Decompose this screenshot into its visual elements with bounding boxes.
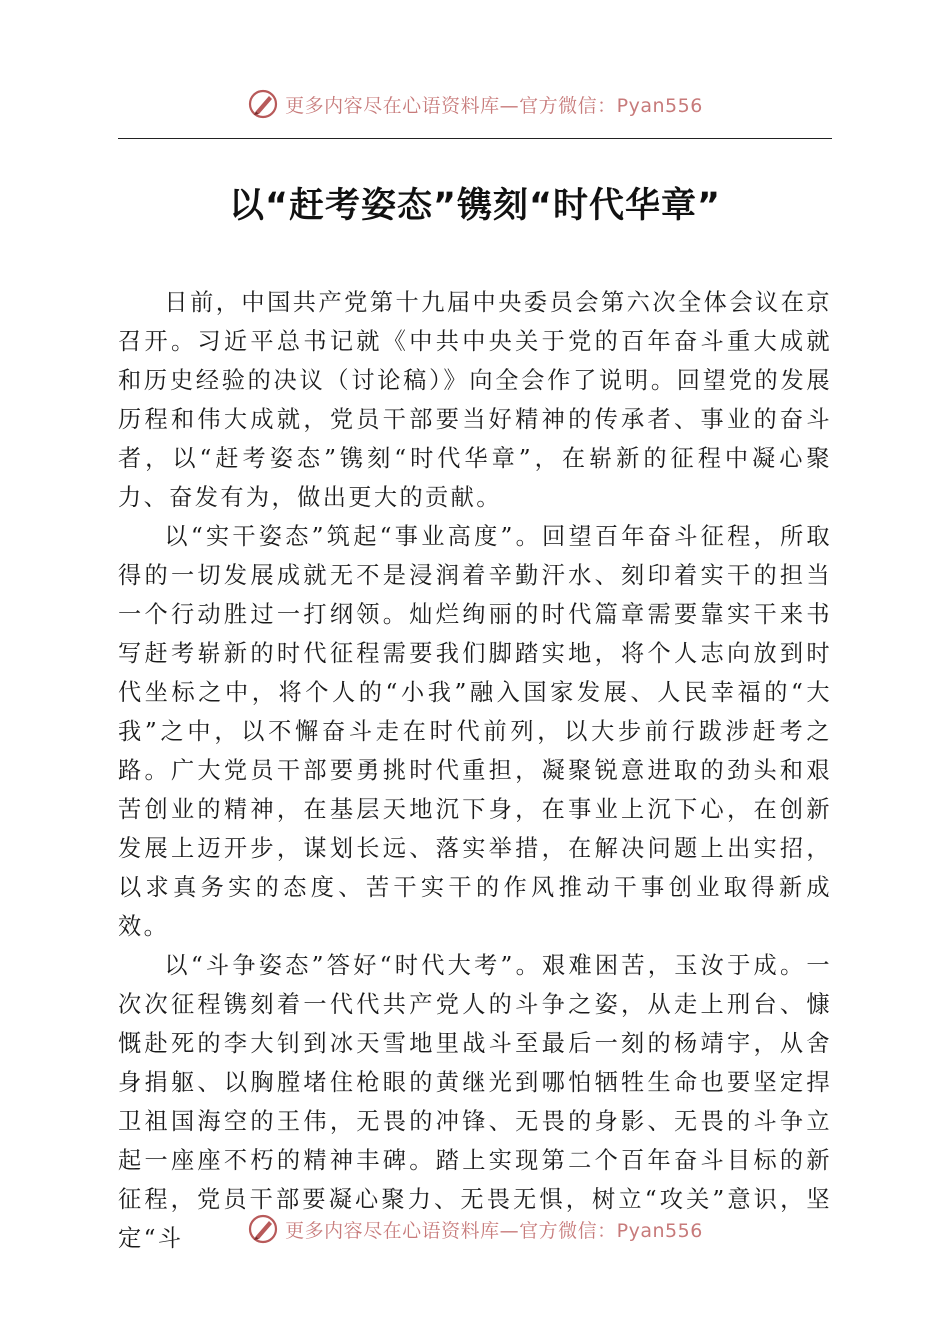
pen-seal-icon (247, 1213, 279, 1245)
document-title: 以“赶考姿态”镌刻“时代华章” (228, 186, 721, 226)
header-divider (118, 138, 832, 139)
paragraph-3: 以“斗争姿态”答好“时代大考”。艰难困苦，玉汝于成。一次次征程镌刻着一代代共产党人的斗争之姿，从走上刑台、慷慨赴死的李大钊到冰天雪地里战斗至最后一刻的杨靖宇，从舍身捐躯、以胸膛堵住枪眼的黄继光到哪怕牺牲生命也要坚定捍卫祖国海空的王伟，无畏的冲锋、无畏的身影、无畏的斗争立起一座座不朽的精神丰碑。踏上实现第二个百年奋斗目标的新征程，党员干部要凝心聚力、无畏无惧，树立“攻关”意识，坚定“斗 (118, 952, 832, 1252)
watermark-footer (0, 1209, 950, 1249)
watermark-text: 更多内容尽在心语资料库—官方微信：Pyan556 (285, 1219, 703, 1242)
watermark-text: 更多内容尽在心语资料库—官方微信：Pyan556 (285, 94, 703, 117)
watermark-header (0, 84, 950, 124)
document-body (118, 283, 832, 1258)
pen-seal-icon (247, 88, 279, 120)
paragraph-1: 日前，中国共产党第十九届中央委员会第六次全体会议在京召开。习近平总书记就《中共中央关于党的百年奋斗重大成就和历史经验的决议（讨论稿）》向全会作了说明。回望党的发展历程和伟大成就，党员干部要当好精神的传承者、事业的奋斗者，以“赶考姿态”镌刻“时代华章”，在崭新的征程中凝心聚力、奋发有为，做出更大的贡献。 (118, 289, 832, 511)
paragraph-2: 以“实干姿态”筑起“事业高度”。回望百年奋斗征程，所取得的一切发展成就无不是浸润着辛勤汗水、刻印着实干的担当一个行动胜过一打纲领。灿烂绚丽的时代篇章需要靠实干来书写赶考崭新的时代征程需要我们脚踏实地，将个人志向放到时代坐标之中，将个人的“小我”融入国家发展、人民幸福的“大我”之中，以不懈奋斗走在时代前列，以大步前行跋涉赶考之路。广大党员干部要勇挑时代重担，凝聚锐意进取的劲头和艰苦创业的精神，在基层天地沉下身，在事业上沉下心，在创新发展上迈开步，谋划长远、落实举措，在解决问题上出实招，以求真务实的态度、苦干实干的作风推动干事创业取得新成效。 (118, 523, 832, 940)
